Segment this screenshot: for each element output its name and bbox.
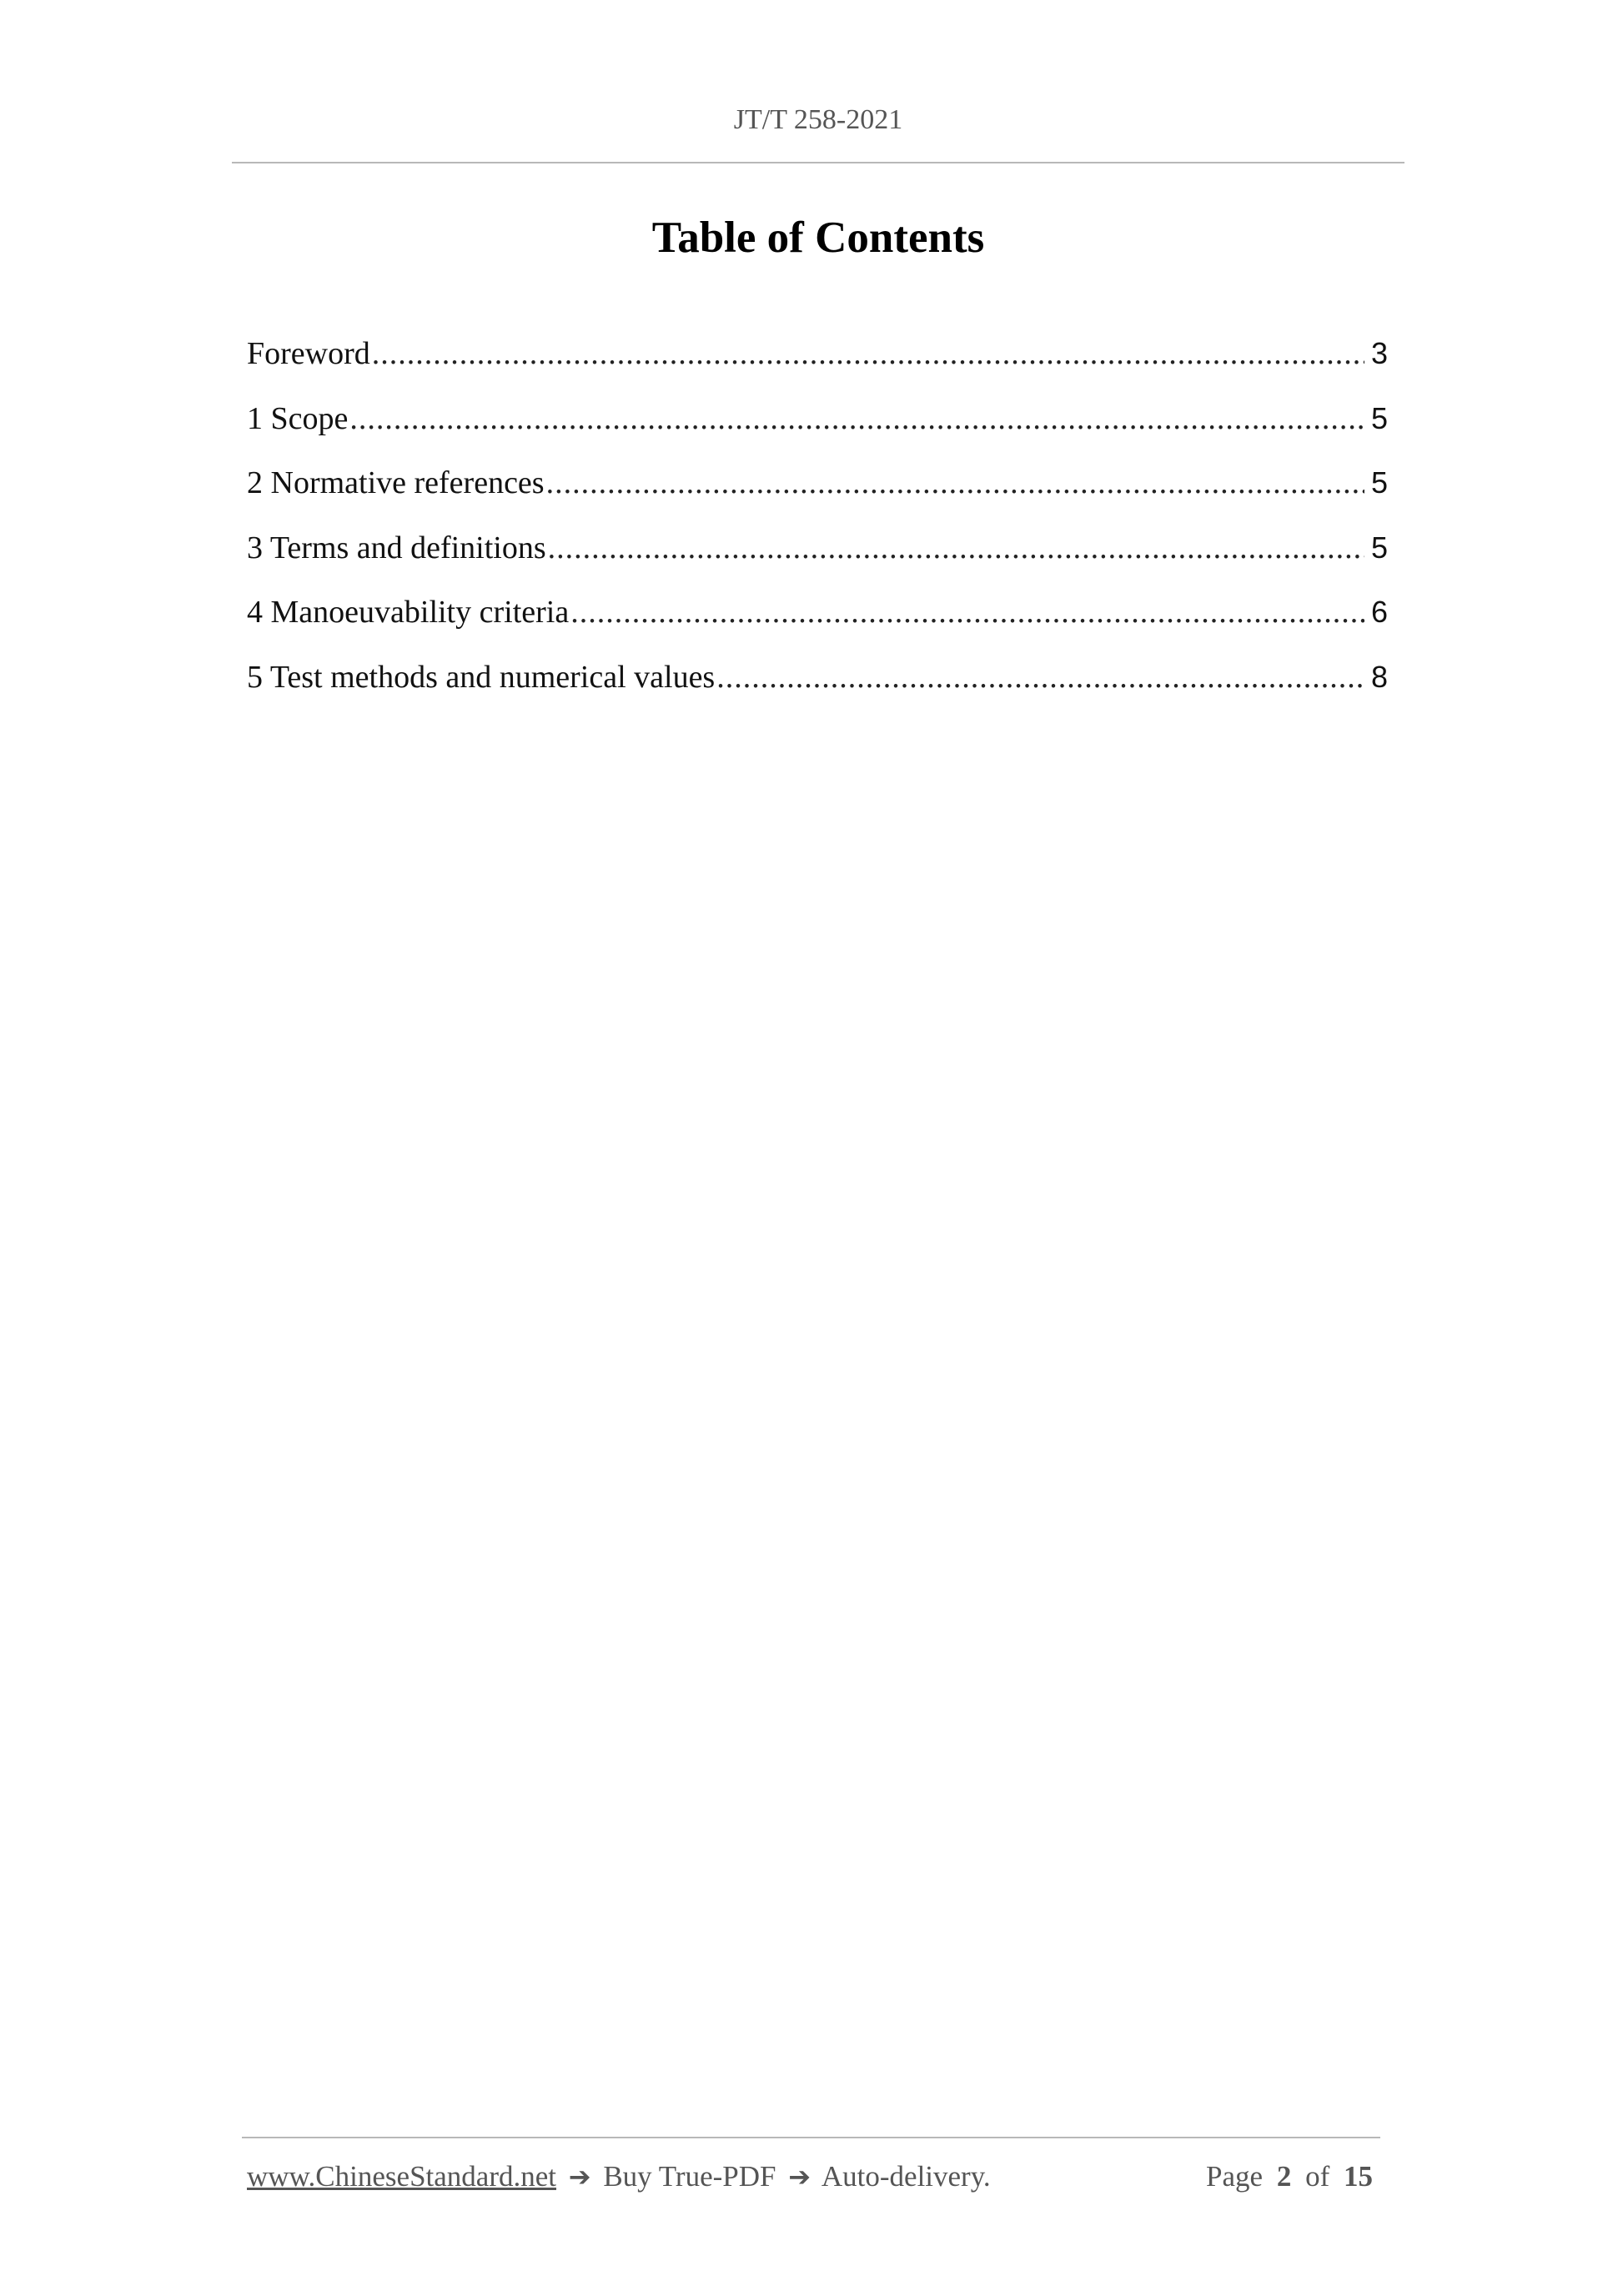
toc-entry-scope[interactable] <box>247 400 1388 465</box>
toc-entry-page: 8 <box>1370 659 1388 694</box>
header-divider <box>232 162 1404 163</box>
toc-dot-leader <box>570 594 1364 631</box>
toc-entry-page: 5 <box>1370 400 1388 435</box>
toc-entry-normative-references[interactable] <box>247 465 1388 530</box>
right-arrow-icon: ➔ <box>568 2161 591 2193</box>
toc-entry-label: 5 Test methods and numerical values <box>247 659 716 695</box>
of-word: of <box>1305 2160 1330 2193</box>
page-title: Table of Contents <box>651 214 985 262</box>
footer-divider <box>242 2137 1380 2138</box>
total-page-count: 15 <box>1344 2160 1373 2193</box>
toc-entry-page: 5 <box>1370 465 1388 500</box>
buy-pdf-text: Buy True-PDF <box>603 2160 776 2193</box>
current-page-number: 2 <box>1276 2160 1292 2193</box>
toc-dot-leader <box>372 335 1364 372</box>
toc-entry-page: 3 <box>1370 336 1388 370</box>
page-counter <box>1206 2160 1379 2193</box>
toc-entry-foreword[interactable] <box>247 335 1388 400</box>
toc-entry-page: 6 <box>1370 595 1388 629</box>
page-word: Page <box>1206 2160 1264 2193</box>
toc-entry-label: 1 Scope <box>247 400 349 436</box>
right-arrow-icon: ➔ <box>788 2161 812 2193</box>
toc-dot-leader <box>349 400 1364 437</box>
toc-entry-manoeuvability-criteria[interactable] <box>247 594 1388 659</box>
toc-entry-label: 2 Normative references <box>247 465 545 500</box>
auto-delivery-text: Auto-delivery. <box>821 2160 991 2193</box>
page-footer <box>247 2160 1379 2193</box>
toc-entry-label: 3 Terms and definitions <box>247 530 546 565</box>
toc-entry-page: 5 <box>1370 530 1388 565</box>
toc-entry-label: 4 Manoeuvability criteria <box>247 595 570 630</box>
toc-dot-leader <box>716 659 1364 696</box>
toc-entry-terms-and-definitions[interactable] <box>247 530 1388 595</box>
toc-dot-leader <box>548 530 1364 566</box>
table-of-contents <box>247 335 1388 723</box>
toc-entry-label: Foreword <box>247 336 370 371</box>
website-link[interactable]: www.ChineseStandard.net <box>247 2160 556 2193</box>
toc-dot-leader <box>546 465 1364 501</box>
toc-entry-test-methods[interactable] <box>247 659 1388 724</box>
document-code-header: JT/T 258-2021 <box>733 104 903 135</box>
footer-promo <box>247 2160 991 2193</box>
